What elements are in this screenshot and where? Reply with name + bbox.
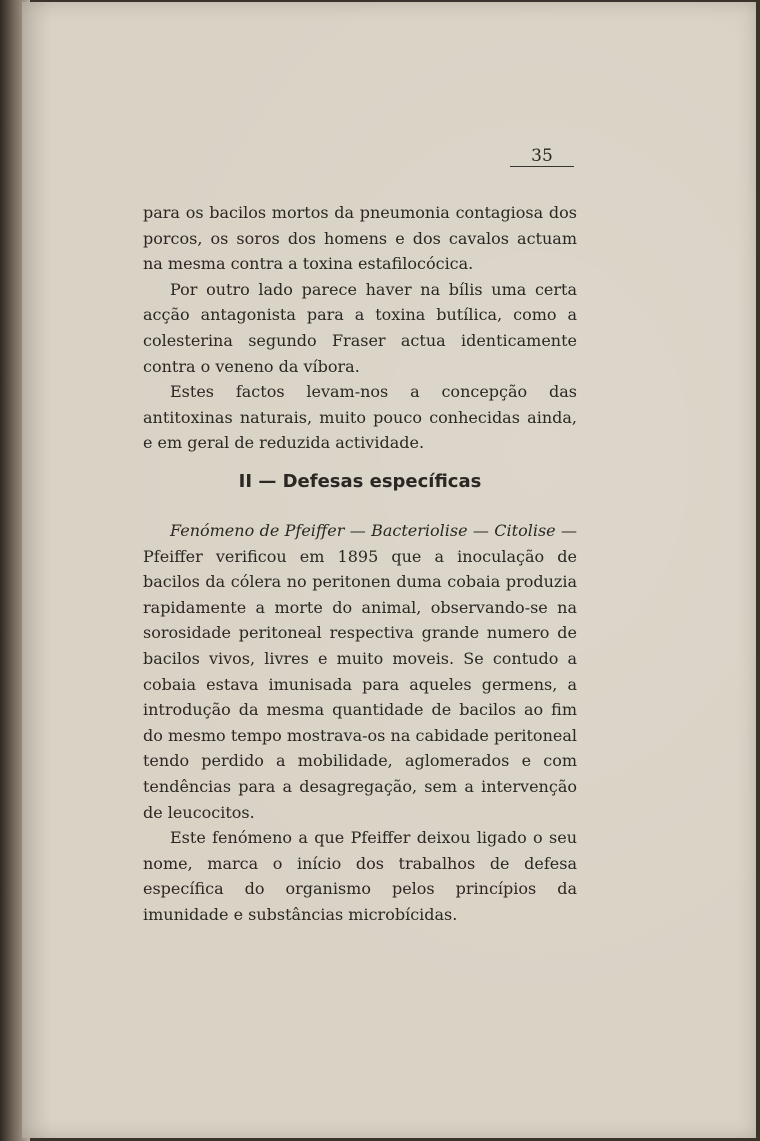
body-text-bottom — [143, 518, 577, 928]
page-number-rule — [510, 166, 574, 167]
paragraph-1: para os bacilos mortos da pneumonia contagiosa dos porcos, os soros dos homens e dos cavalos actuam na mesma contra a toxina estafilocócica. — [143, 203, 577, 274]
book-page — [22, 2, 756, 1138]
page-number: 35 — [531, 146, 553, 166]
section-heading: II — Defesas específicas — [238, 471, 482, 492]
paragraph-4 — [143, 518, 577, 825]
paragraph-2: Por outro lado parece haver na bílis uma certa acção antagonista para a toxina butílica, como a colesterina segundo Fraser actua identicamente contra o veneno da víbora. — [143, 279, 577, 376]
paragraph-4-body: Pfeiffer verificou em 1895 que a inoculação de bacilos da cólera no peritonen duma cobaia produzia rapidamente a morte do animal, observando-se na sorosidade peritoneal respectiva grande numero de bacilos vivos, livres e muito moveis. Se contudo a cobaia estava imunisada para aqueles germens, a introdução da mesma quantidade de bacilos ao fim do mesmo tempo mostrava-os na cabidade peritoneal tendo perdido a mobilidade, aglomerados e com tendências para a desagregação, sem a intervenção de leucocitos. — [143, 546, 577, 822]
paragraph-5: Este fenómeno a que Pfeiffer deixou ligado o seu nome, marca o início dos trabalhos de defesa específica do organismo pelos princípios da imunidade e substâncias microbícidas. — [143, 828, 577, 924]
paragraph-3: Estes factos levam-nos a concepção das antitoxinas naturais, muito pouco conhecidas ainda, e em geral de reduzida actividade. — [143, 382, 577, 453]
paragraph-4-italic-lead: Fenómeno de Pfeiffer — Bacteriolise — Citolise — — [170, 521, 577, 540]
body-text-top — [143, 200, 577, 456]
